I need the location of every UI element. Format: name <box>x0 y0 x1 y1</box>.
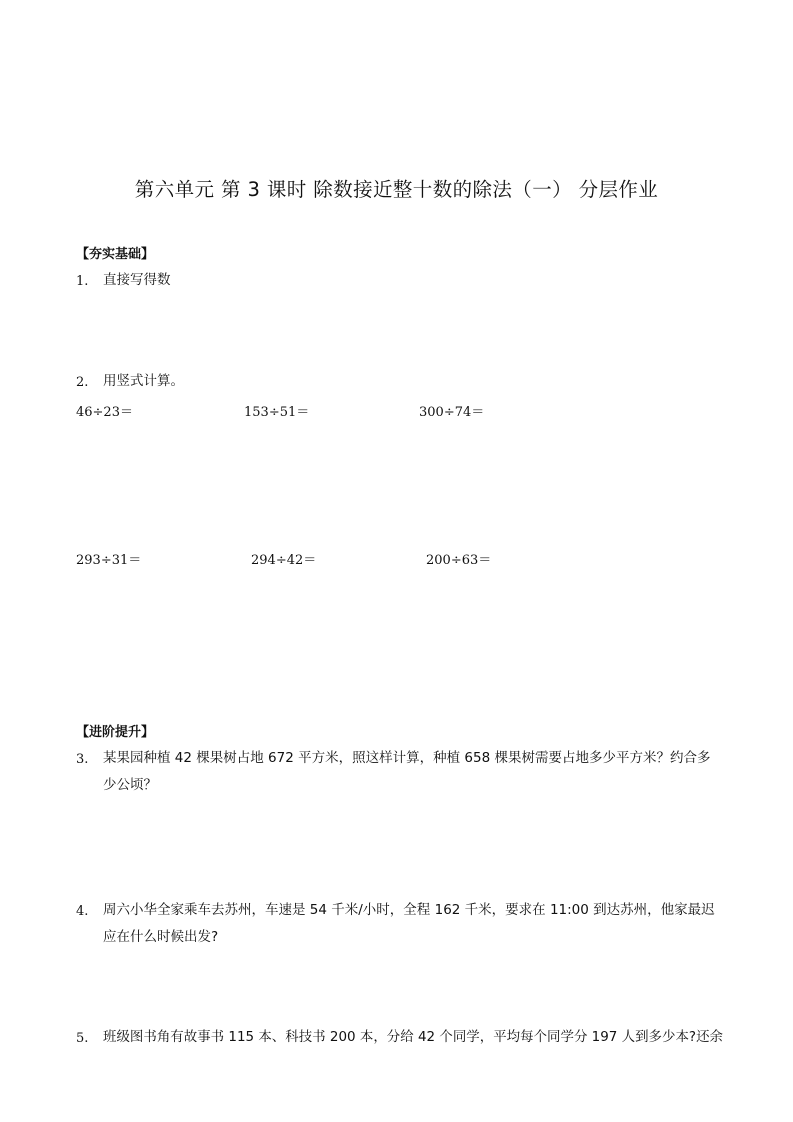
question-5-line-1: 班级图书角有故事书 115 本、科技书 200 本，分给 42 个同学，平均每个同学分 197 人到多少本?还余 <box>103 1029 723 1045</box>
question-5-number: 5. <box>76 1031 89 1046</box>
question-1-number: 1. <box>76 274 89 289</box>
question-2-number: 2. <box>76 375 89 390</box>
division-exercise: 300÷74＝ <box>419 405 485 420</box>
question-4-line-1: 周六小华全家乘车去苏州，车速是 54 千米/小时，全程 162 千米，要求在 11:00 到达苏州，他家最迟 <box>103 902 715 918</box>
question-1-text: 直接写得数 <box>103 272 171 288</box>
page-title: 第六单元 第 3 课时 除数接近整十数的除法（一） 分层作业 <box>134 178 659 201</box>
question-3-line-2: 少公顷？ <box>103 777 157 793</box>
question-2-text: 用竖式计算。 <box>103 373 184 389</box>
division-exercise: 200÷63＝ <box>426 553 492 568</box>
section-heading-basic: 【夯实基础】 <box>76 247 155 262</box>
division-exercise: 294÷42＝ <box>251 553 317 568</box>
question-3-number: 3. <box>76 752 89 767</box>
question-3-line-1: 某果园种植 42 棵果树占地 672 平方米，照这样计算，种植 658 棵果树需要占地多少平方米？约合多 <box>103 750 711 766</box>
question-4-number: 4. <box>76 904 89 919</box>
question-4-line-2: 应在什么时候出发? <box>103 929 219 945</box>
division-exercise: 153÷51＝ <box>244 405 310 420</box>
division-exercise: 46÷23＝ <box>76 405 133 420</box>
section-heading-advanced: 【进阶提升】 <box>76 725 155 740</box>
division-exercise: 293÷31＝ <box>76 553 142 568</box>
